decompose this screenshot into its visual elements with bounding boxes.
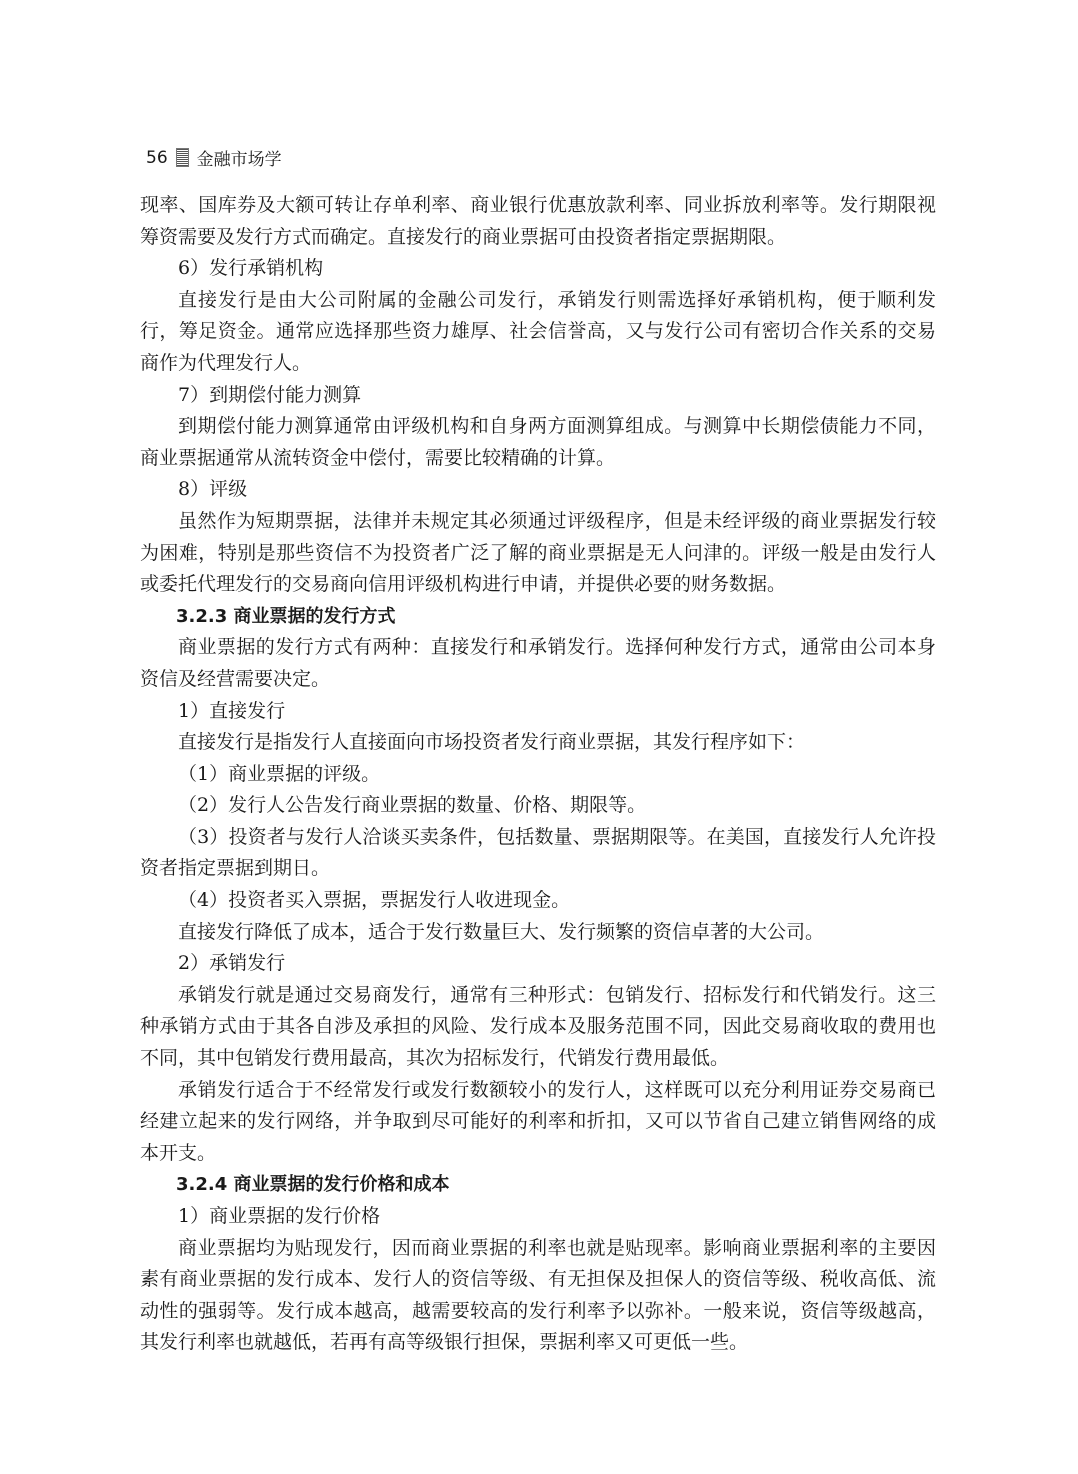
paragraph: 现率、国库券及大额可转让存单利率、商业银行优惠放款利率、同业拆放利率等。发行期限视筹资需要及发行方式而确定。直接发行的商业票据可由投资者指定票据期限。	[140, 194, 936, 248]
paragraph: 直接发行降低了成本，适合于发行数量巨大、发行频繁的资信卓著的大公司。	[178, 920, 825, 943]
running-header	[146, 145, 282, 170]
paragraph: 承销发行适合于不经常发行或发行数额较小的发行人，这样既可以充分利用证券交易商已经建立起来的发行网络，并争取到尽可能好的利率和折扣，又可以节省自己建立销售网络的成本开支。	[140, 1078, 936, 1164]
book-title: 金融市场学	[196, 150, 282, 170]
paragraph: 直接发行是由大公司附属的金融公司发行，承销发行则需选择好承销机构，便于顺利发行，筹足资金。通常应选择那些资力雄厚、社会信誉高，又与发行公司有密切合作关系的交易商作为代理发行人。	[140, 288, 936, 374]
list-item: （3）投资者与发行人洽谈买卖条件，包括数量、票据期限等。在美国，直接发行人允许投资者指定票据到期日。	[140, 825, 936, 880]
list-heading: 1）直接发行	[178, 699, 286, 722]
list-item: （2）发行人公告发行商业票据的数量、价格、期限等。	[178, 794, 647, 817]
page-body	[140, 190, 936, 1359]
list-heading: 8）评级	[178, 478, 248, 501]
section-heading: 3.2.4 商业票据的发行价格和成本	[176, 1174, 450, 1196]
paragraph: 商业票据均为贴现发行，因而商业票据的利率也就是贴现率。影响商业票据利率的主要因素有商业票据的发行成本、发行人的资信等级、有无担保及担保人的资信等级、税收高低、流动性的强弱等。发行成本越高，越需要较高的发行利率予以弥补。一般来说，资信等级越高，其发行利率也就越低，若再有高等级银行担保，票据利率又可更低一些。	[140, 1236, 936, 1354]
section-heading: 3.2.3 商业票据的发行方式	[176, 605, 396, 627]
page-number: 56	[146, 147, 168, 168]
paragraph: 到期偿付能力测算通常由评级机构和自身两方面测算组成。与测算中长期偿债能力不同，商业票据通常从流转资金中偿付，需要比较精确的计算。	[140, 415, 936, 469]
list-heading: 1）商业票据的发行价格	[178, 1205, 381, 1227]
list-heading: 2）承销发行	[178, 952, 286, 975]
list-item: （1）商业票据的评级。	[178, 762, 381, 785]
list-heading: 6）发行承销机构	[178, 257, 324, 280]
paragraph: 虽然作为短期票据，法律并未规定其必须通过评级程序，但是未经评级的商业票据发行较为困难，特别是那些资信不为投资者广泛了解的商业票据是无人问津的。评级一般是由发行人或委托代理发行的交易商向信用评级机构进行申请，并提供必要的财务数据。	[140, 509, 936, 596]
list-item: （4）投资者买入票据，票据发行人收进现金。	[178, 889, 571, 912]
header-divider-mark	[176, 148, 189, 167]
paragraph: 商业票据的发行方式有两种：直接发行和承销发行。选择何种发行方式，通常由公司本身资信及经营需要决定。	[140, 636, 936, 690]
paragraph: 直接发行是指发行人直接面向市场投资者发行商业票据，其发行程序如下：	[178, 731, 806, 754]
list-heading: 7）到期偿付能力测算	[178, 383, 362, 406]
paragraph: 承销发行就是通过交易商发行，通常有三种形式：包销发行、招标发行和代销发行。这三种承销方式由于其各自涉及承担的风险、发行成本及服务范围不同，因此交易商收取的费用也不同，其中包销发行费用最高，其次为招标发行，代销发行费用最低。	[140, 983, 936, 1070]
